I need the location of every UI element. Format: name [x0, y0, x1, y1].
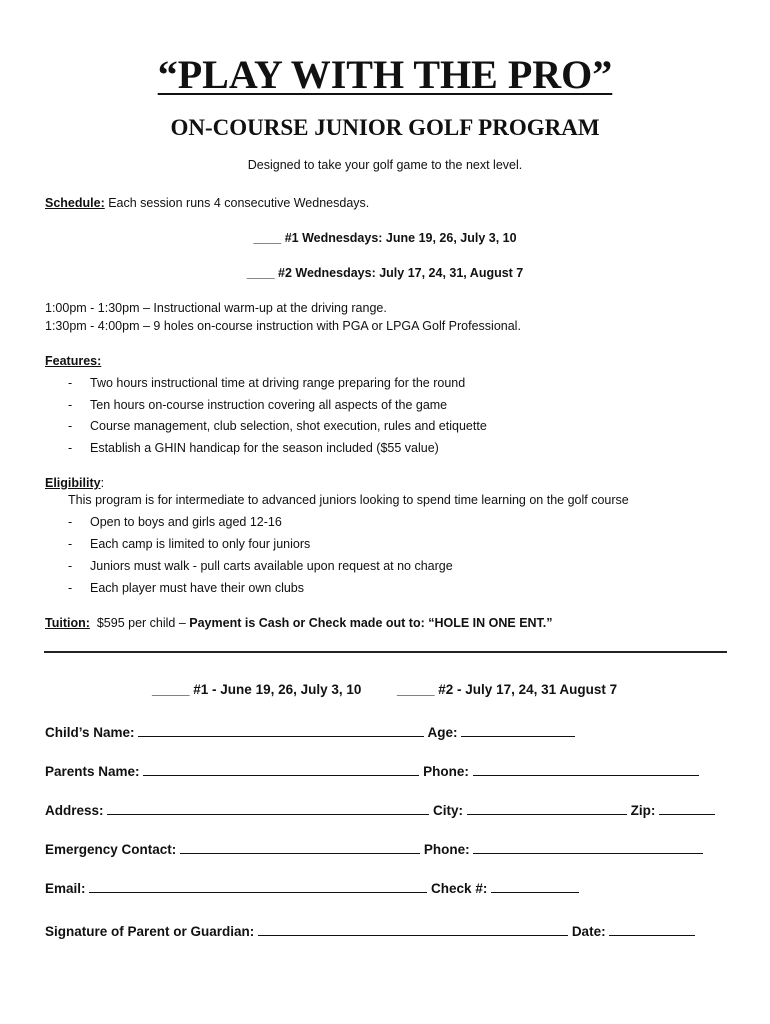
- date-field[interactable]: [609, 923, 695, 936]
- page-subtitle: ON-COURSE JUNIOR GOLF PROGRAM: [170, 115, 600, 140]
- tuition-label: Tuition:: [45, 616, 90, 630]
- schedule-line: [45, 195, 369, 212]
- schedule-label: Schedule:: [45, 196, 105, 210]
- emergency-contact-field[interactable]: [180, 841, 420, 854]
- parents-name-row: [45, 763, 699, 781]
- eligibility-item: Each player must have their own clubs: [90, 581, 304, 595]
- bullet-dash: -: [68, 515, 73, 529]
- tuition-line: [45, 615, 553, 632]
- email-label: Email:: [45, 881, 86, 896]
- feature-item: Establish a GHIN handicap for the season included ($55 value): [90, 441, 439, 455]
- bullet-dash: -: [68, 581, 73, 595]
- phone-label: Phone:: [423, 764, 469, 779]
- bullet-dash: -: [68, 376, 73, 390]
- child-name-row: [45, 724, 575, 742]
- section-divider: [44, 651, 727, 653]
- parents-name-field[interactable]: [143, 763, 419, 776]
- child-name-field[interactable]: [138, 724, 424, 737]
- eligibility-item: Open to boys and girls aged 12-16: [90, 515, 282, 529]
- bullet-dash: -: [68, 559, 73, 573]
- emergency-phone-field[interactable]: [473, 841, 703, 854]
- feature-item: Two hours instructional time at driving range preparing for the round: [90, 376, 466, 390]
- check-label: Check #:: [431, 881, 488, 896]
- city-label: City:: [433, 803, 464, 818]
- emergency-row: [45, 841, 703, 859]
- time-line-1: 1:00pm - 1:30pm – Instructional warm-up at the driving range.: [45, 301, 387, 315]
- bullet-dash: -: [68, 537, 73, 551]
- feature-item: Course management, club selection, shot execution, rules and etiquette: [90, 419, 487, 433]
- zip-field[interactable]: [659, 802, 715, 815]
- parents-name-label: Parents Name:: [45, 764, 140, 779]
- address-label: Address:: [45, 803, 104, 818]
- signature-label: Signature of Parent or Guardian:: [45, 924, 255, 939]
- eligibility-heading: Eligibility:: [45, 476, 105, 490]
- tuition-price: $595 per child –: [89, 616, 190, 630]
- address-row: [45, 802, 715, 820]
- age-label: Age:: [427, 725, 458, 740]
- eligibility-item: Each camp is limited to only four juniors: [90, 537, 311, 551]
- eligibility-item: Juniors must walk - pull carts available upon request at no charge: [90, 559, 453, 573]
- city-field[interactable]: [467, 802, 627, 815]
- feature-item: Ten hours on-course instruction covering all aspects of the game: [90, 398, 448, 412]
- bullet-dash: -: [68, 441, 73, 455]
- bullet-dash: -: [68, 419, 73, 433]
- child-name-label: Child’s Name:: [45, 725, 135, 740]
- emergency-phone-label: Phone:: [423, 842, 470, 857]
- check-field[interactable]: [491, 880, 579, 893]
- time-line-2: 1:30pm - 4:00pm – 9 holes on-course instruction with PGA or LPGA Golf Professional.: [45, 319, 521, 333]
- age-field[interactable]: [461, 724, 575, 737]
- session-option-1[interactable]: _____ #1 - June 19, 26, July 3, 10: [152, 682, 362, 697]
- session-option-2[interactable]: _____ #2 - July 17, 24, 31 August 7: [397, 682, 618, 697]
- tuition-payment: Payment is Cash or Check made out to: “HOLE IN ONE ENT.”: [189, 616, 553, 630]
- signature-field[interactable]: [258, 923, 568, 936]
- email-field[interactable]: [89, 880, 427, 893]
- session-2-line: ____ #2 Wednesdays: July 17, 24, 31, August 7: [246, 266, 524, 280]
- phone-field[interactable]: [473, 763, 699, 776]
- date-label: Date:: [571, 924, 606, 939]
- address-field[interactable]: [107, 802, 429, 815]
- tagline: Designed to take your golf game to the next level.: [247, 158, 523, 172]
- signature-row: [45, 923, 695, 941]
- zip-label: Zip:: [630, 803, 656, 818]
- email-row: [45, 880, 579, 898]
- emergency-contact-label: Emergency Contact:: [45, 842, 177, 857]
- bullet-dash: -: [68, 398, 73, 412]
- eligibility-label: Eligibility: [45, 476, 101, 490]
- schedule-text: Each session runs 4 consecutive Wednesdays.: [104, 196, 370, 210]
- eligibility-intro: This program is for intermediate to advanced juniors looking to spend time learning on the golf course: [68, 493, 629, 507]
- session-1-line: ____ #1 Wednesdays: June 19, 26, July 3, 10: [253, 231, 517, 245]
- page-title: “PLAY WITH THE PRO”: [157, 52, 613, 97]
- features-label: Features:: [45, 354, 102, 368]
